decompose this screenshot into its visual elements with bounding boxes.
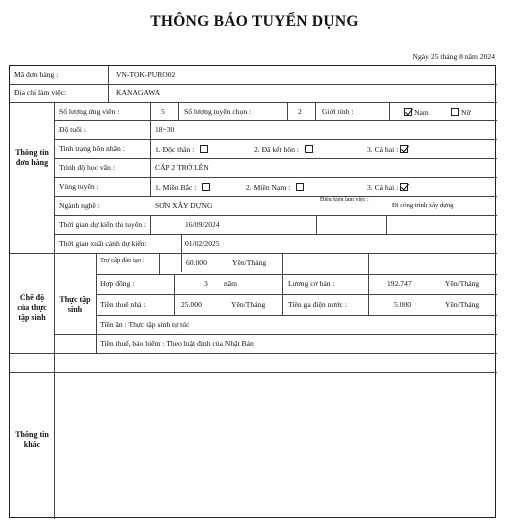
- departure-value: 01/02/2025: [185, 239, 220, 248]
- gender-label: Giới tính :: [322, 107, 354, 116]
- document-date: Ngày 25 tháng 8 năm 2024: [412, 52, 495, 61]
- col-line: [54, 102, 55, 519]
- age-value: 18~30: [155, 125, 175, 134]
- female-label: Nữ: [461, 108, 471, 117]
- region-label: Vùng tuyển :: [59, 182, 99, 191]
- col-line: [174, 274, 175, 315]
- row-line: [54, 177, 497, 178]
- col-line: [181, 234, 182, 272]
- salary-value: 192.747: [387, 279, 412, 288]
- meals-note: Tiền ăn : Thực tập sinh tự túc: [100, 320, 190, 329]
- job-value: SƠN XÂY DỰNG: [155, 201, 213, 210]
- section-order-info: Thông tin đơn hàng: [15, 148, 49, 167]
- row-line: [96, 315, 497, 316]
- marital-option-3-label: 3. Cả hai :: [367, 145, 399, 154]
- region-option-2-label: 2. Miền Nam :: [246, 183, 291, 192]
- col-line: [315, 102, 316, 120]
- section-trainee: Thực tập sinh: [59, 295, 91, 314]
- marital-option-1: [155, 145, 210, 154]
- workplace-label: Địa chỉ làm việc:: [14, 88, 67, 97]
- marital-option-2-label: 2. Đã kết hôn :: [254, 145, 299, 154]
- job-notice-table: [9, 65, 496, 518]
- region-option-2: [246, 183, 306, 192]
- row-line: [96, 294, 497, 295]
- salary-label: Lương cơ bản :: [288, 279, 335, 288]
- contract-value: 3: [204, 279, 208, 288]
- female-checkbox[interactable]: [451, 108, 459, 116]
- region-option-1-label: 1. Miền Bắc :: [155, 183, 197, 192]
- col-line: [287, 102, 288, 120]
- order-code-value: VN-TOK-PURO02: [116, 70, 176, 79]
- workplace-value: KANAGAWA: [116, 88, 161, 97]
- region-north-checkbox[interactable]: [202, 183, 210, 191]
- selected-label: Số lượng tuyển chọn :: [184, 107, 252, 116]
- col-line: [159, 253, 160, 274]
- col-line: [108, 66, 109, 102]
- row-line: [54, 158, 497, 159]
- section-trainee-regime: Chế độ của thực tập sinh: [17, 293, 47, 322]
- tax-note: Tiền thuế, bảo hiểm : Theo luật định của Nhật Bản: [100, 339, 254, 348]
- row-line: [10, 253, 497, 254]
- male-checkbox[interactable]: [404, 108, 412, 116]
- col-line: [150, 120, 151, 196]
- row-line: [54, 215, 497, 216]
- selected-value: 2: [298, 107, 302, 116]
- applicants-value: 5: [161, 107, 165, 116]
- row-line: [10, 372, 497, 373]
- region-option-3: [367, 183, 410, 192]
- row-line: [54, 139, 497, 140]
- row-line: [10, 102, 497, 103]
- row-line: [96, 274, 497, 275]
- utilities-label: Tiền ga điện nước :: [288, 300, 347, 309]
- row-line: [10, 353, 497, 354]
- row-line: [54, 234, 497, 235]
- region-option-3-label: 3. Cả hai :: [367, 183, 399, 192]
- salary-unit: Yên/Tháng: [445, 279, 480, 288]
- gender-male-option: [402, 108, 429, 117]
- allowance-label: Trợ cấp đào tạo :: [100, 257, 145, 264]
- utilities-unit: Yên/Tháng: [445, 300, 480, 309]
- marital-single-checkbox[interactable]: [200, 145, 208, 153]
- age-label: Độ tuổi :: [59, 125, 87, 134]
- allowance-unit: Yên/Tháng: [232, 258, 267, 267]
- region-both-checkbox[interactable]: [400, 183, 408, 191]
- col-line: [368, 253, 369, 315]
- order-code-label: Mã đơn hàng :: [14, 70, 59, 79]
- applicants-label: Số lượng ứng viên :: [59, 107, 120, 116]
- contract-label: Hợp đồng :: [100, 279, 135, 288]
- exam-date-label: Thời gian dự kiến thi tuyển :: [59, 220, 147, 229]
- col-line: [386, 215, 387, 234]
- marital-both-checkbox[interactable]: [400, 145, 408, 153]
- education-label: Trình độ học vấn :: [59, 163, 115, 172]
- col-line: [150, 102, 151, 120]
- document-title: THÔNG BÁO TUYỂN DỤNG: [150, 13, 359, 30]
- marital-label: Tình trạng hôn nhân :: [59, 144, 125, 153]
- section-other-info: Thông tin khác: [15, 430, 49, 449]
- rent-unit: Yên/Tháng: [231, 300, 266, 309]
- utilities-value: 5.000: [394, 300, 412, 309]
- region-option-1: [155, 183, 212, 192]
- gender-female-option: [449, 108, 471, 117]
- education-value: CẤP 2 TRỞ LÊN: [155, 163, 209, 172]
- col-line: [316, 215, 317, 234]
- col-line: [389, 102, 390, 120]
- row-line: [54, 120, 497, 121]
- work-condition-label: Điều kiện làm việc :: [320, 197, 369, 203]
- departure-label: Thời gian xuất cảnh dự kiến:: [59, 239, 147, 248]
- rent-value: 25.000: [181, 300, 202, 309]
- contract-unit: năm: [224, 279, 238, 288]
- col-line: [96, 253, 97, 353]
- col-line: [178, 102, 179, 120]
- marital-option-1-label: 1. Độc thân :: [155, 145, 195, 154]
- row-line: [10, 84, 497, 85]
- col-line: [282, 253, 283, 315]
- allowance-value: 60.000: [186, 258, 207, 267]
- exam-date-value: 16/09/2024: [185, 220, 220, 229]
- marital-married-checkbox[interactable]: [305, 145, 313, 153]
- male-label: Nam: [414, 108, 429, 117]
- marital-option-3: [367, 145, 410, 154]
- row-line: [54, 334, 497, 335]
- marital-option-2: [254, 145, 315, 154]
- col-line: [150, 215, 151, 234]
- job-label: Ngành nghề :: [59, 201, 100, 210]
- row-line: [54, 196, 497, 197]
- rent-label: Tiền thuê nhà :: [100, 300, 146, 309]
- region-south-checkbox[interactable]: [296, 183, 304, 191]
- work-condition-value: Đi công trình xây dựng: [392, 202, 454, 209]
